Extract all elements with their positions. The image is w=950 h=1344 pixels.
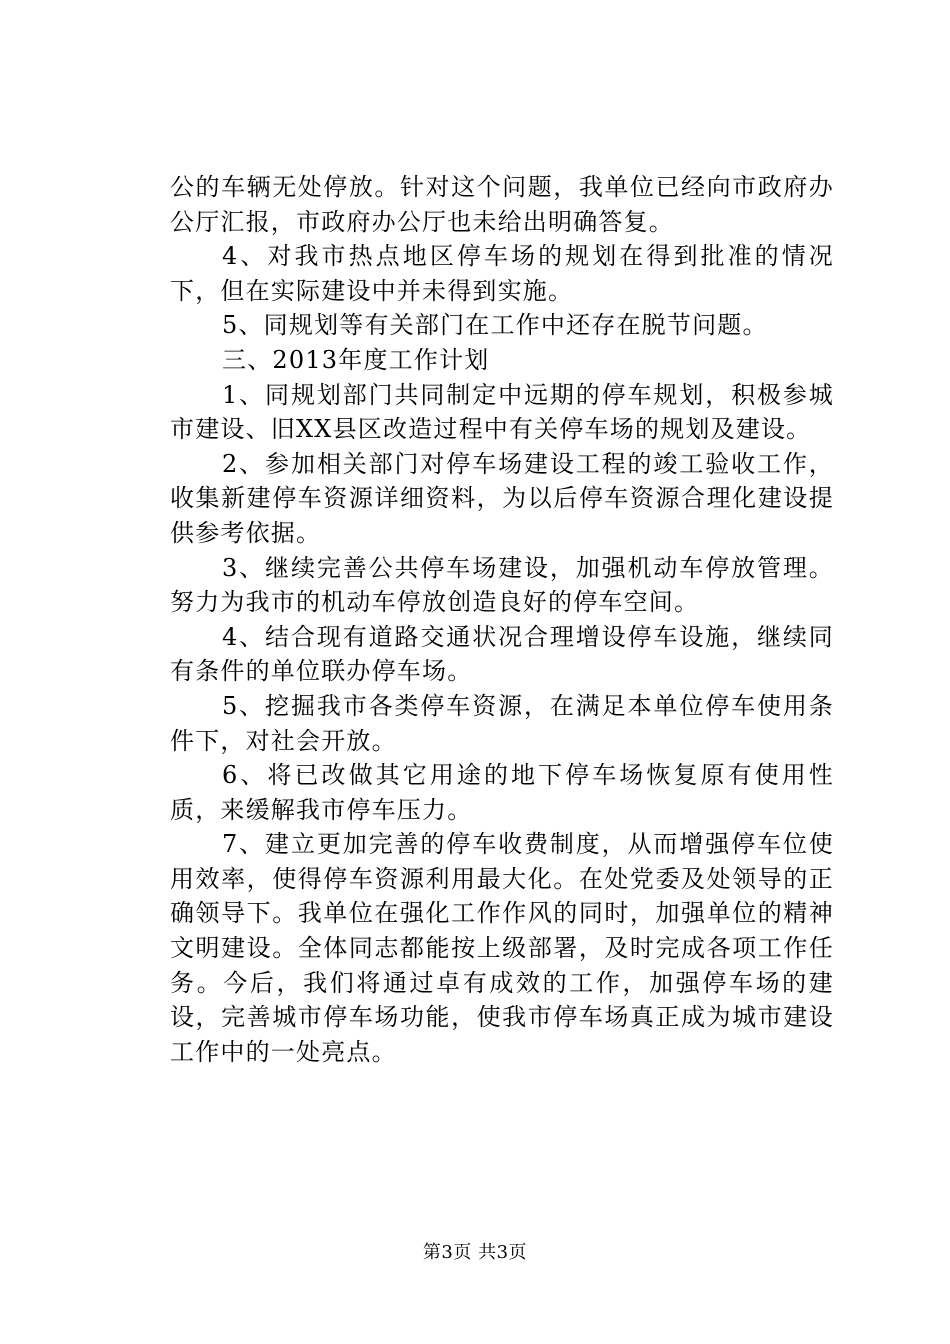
paragraph-item-5-issue: 5、同规划等有关部门在工作中还存在脱节问题。 <box>222 311 768 340</box>
paragraph-plan-item-4: 4、结合现有道路交通状况合理增设停车设施，继续同有条件的单位联办停车场。 <box>170 622 834 686</box>
page-number-footer: 第3页 共3页 <box>422 1242 528 1263</box>
paragraph-plan-item-1: 1、同规划部门共同制定中远期的停车规划，积极参城市建设、旧XX县区改造过程中有关停车场的规划及建设。 <box>170 380 834 444</box>
paragraph-plan-item-2: 2、参加相关部门对停车场建设工程的竣工验收工作，收集新建停车资源详细资料，为以后停车资源合理化建设提供参考依据。 <box>170 449 834 547</box>
paragraph-plan-item-7: 7、建立更加完善的停车收费制度，从而增强停车位使用效率，使得停车资源利用最大化。在处党委及处领导的正确领导下。我单位在强化工作作风的同时，加强单位的精神文明建设。全体同志都能按上级部署，及时完成各项工作任务。今后，我们将通过卓有成效的工作，加强停车场的建设，完善城市停车场功能，使我市停车场真正成为城市建设工作中的一处亮点。 <box>170 830 834 1066</box>
paragraph-plan-item-6: 6、将已改做其它用途的地下停车场恢复原有使用性质，来缓解我市停车压力。 <box>170 761 834 824</box>
document-body <box>170 170 834 1069</box>
paragraph-item-4-issue: 4、对我市热点地区停车场的规划在得到批准的情况下，但在实际建设中并未得到实施。 <box>170 242 834 305</box>
paragraph-plan-item-3: 3、继续完善公共停车场建设，加强机动车停放管理。努力为我市的机动车停放创造良好的停车空间。 <box>170 553 834 617</box>
section-heading-work-plan: 三、2013年度工作计划 <box>222 345 490 374</box>
paragraph-plan-item-5: 5、挖掘我市各类停车资源，在满足本单位停车使用条件下，对社会开放。 <box>170 691 834 755</box>
paragraph-continuation: 公的车辆无处停放。针对这个问题，我单位已经向市政府办公厅汇报，市政府办公厅也未给出明确答复。 <box>170 173 834 236</box>
